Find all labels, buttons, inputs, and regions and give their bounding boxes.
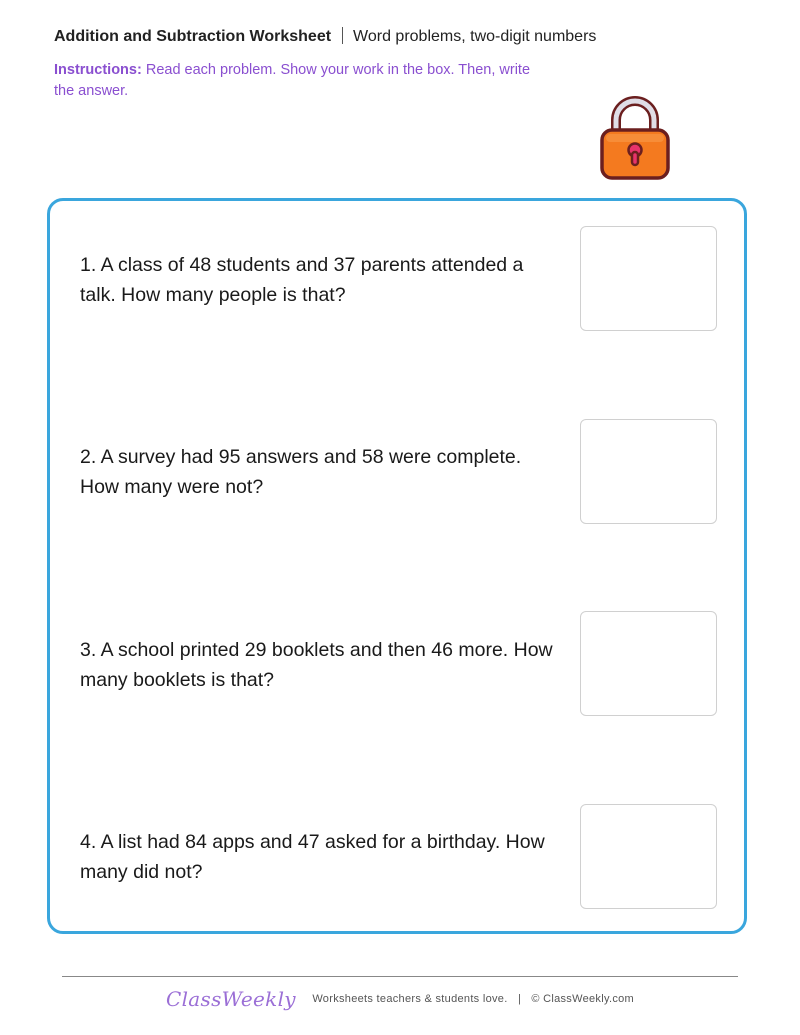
answer-box-1[interactable] (580, 226, 717, 331)
problem-3: 3. A school printed 29 booklets and then 46 more. How many booklets is that? (80, 639, 553, 691)
answer-box-4[interactable] (580, 804, 717, 909)
worksheet-subtitle: Word problems, two-digit numbers (353, 28, 597, 45)
answer-box-2[interactable] (580, 419, 717, 524)
problem-2: 2. A survey had 95 answers and 58 were complete. How many were not? (80, 446, 522, 498)
problem-4: 4. A list had 84 apps and 47 asked for a birthday. How many did not? (80, 831, 545, 883)
answer-box-3[interactable] (580, 611, 717, 716)
page-header (54, 27, 596, 46)
header-divider (342, 27, 343, 44)
lock-icon (596, 94, 674, 182)
brand-logo: ClassWeekly (166, 987, 296, 1011)
page-footer (0, 987, 800, 1011)
footer-separator: | (518, 993, 521, 1005)
footer-tagline: Worksheets teachers & students love. (312, 993, 508, 1005)
instructions-label: Instructions: (54, 62, 142, 78)
worksheet-title: Addition and Subtraction Worksheet (54, 28, 332, 45)
instructions (54, 60, 534, 102)
problem-1: 1. A class of 48 students and 37 parents attended a talk. How many people is that? (80, 254, 524, 306)
footer-copyright: © ClassWeekly.com (531, 993, 634, 1005)
instructions-text: Read each problem. Show your work in the box. Then, write the answer. (54, 62, 531, 99)
footer-divider (62, 976, 738, 977)
